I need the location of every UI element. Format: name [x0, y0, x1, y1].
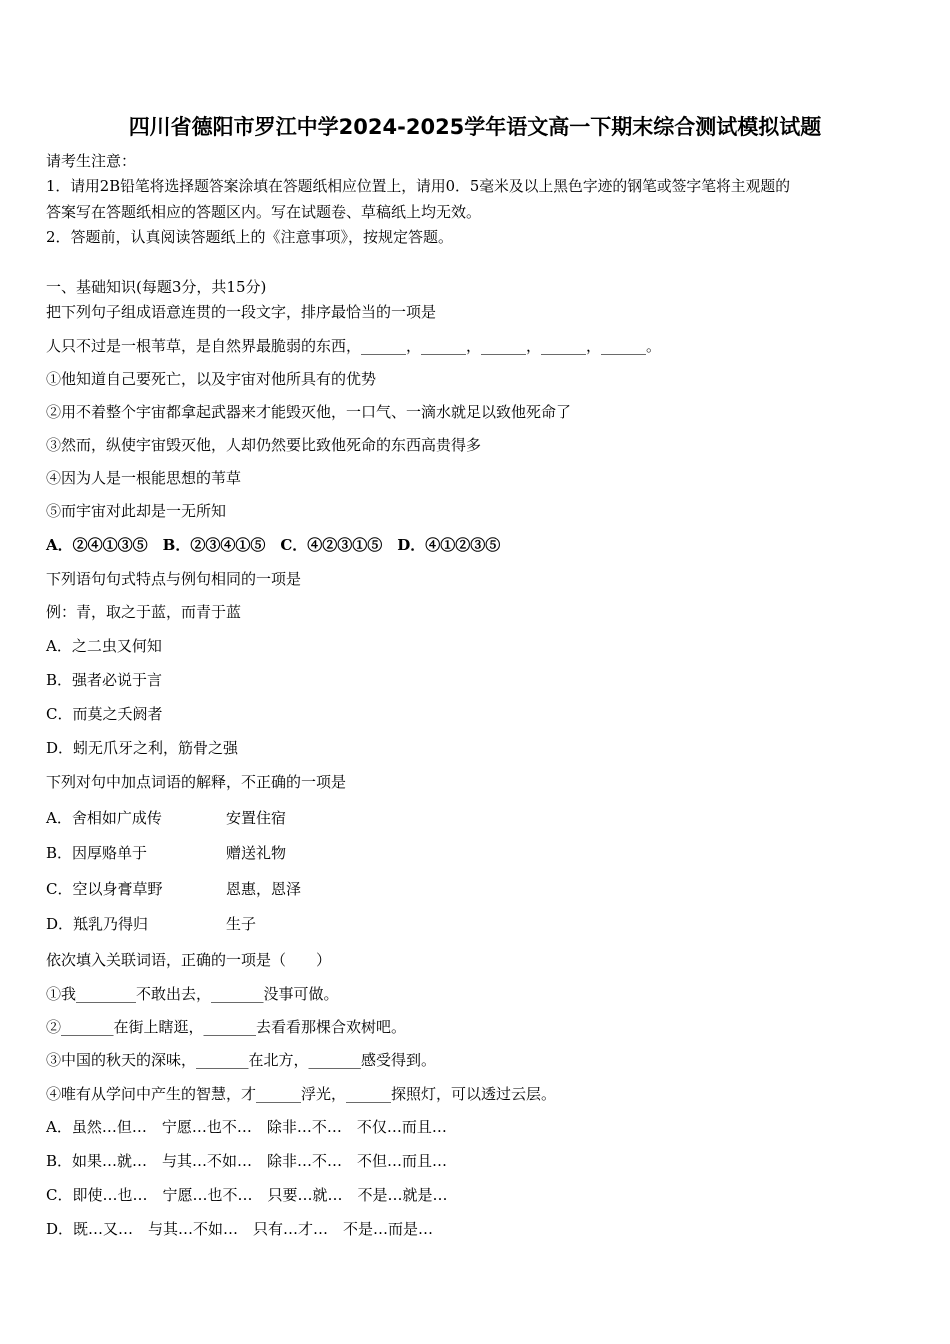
notice-line-2: 答案写在答题纸相应的答题区内。写在试题卷、草稿纸上均无效。: [46, 203, 482, 221]
q4-item-2: ②_______在街上瞎逛，_______去看看那棵合欢树吧。: [46, 1018, 407, 1036]
q3-option-b-text: B．因厚赂单于: [46, 844, 148, 862]
q1-item-2: ②用不着整个宇宙都拿起武器来才能毁灭他，一口气、一滴水就足以致他死命了: [46, 403, 572, 421]
q1-options: A．②④①③⑤ B．②③④①⑤ C．④②③①⑤ D．④①②③⑤: [46, 536, 501, 554]
q4-option-c: C．即使…也… 宁愿…也不… 只要…就… 不是…就是…: [46, 1186, 448, 1204]
q2-option-c: C．而莫之夭阏者: [46, 705, 163, 723]
q4-option-b: B．如果…就… 与其…不如… 除非…不… 不但…而且…: [46, 1152, 448, 1170]
notice-heading: 请考生注意：: [46, 152, 137, 170]
q4-stem: 依次填入关联词语，正确的一项是（ ）: [46, 951, 332, 969]
notice-line-1: 1．请用2B铅笔将选择题答案涂填在答题纸相应位置上，请用0．5毫米及以上黑色字迹的钢笔或签字笔将主观题的: [46, 178, 790, 195]
q1-item-1: ①他知道自己要死亡，以及宇宙对他所具有的优势: [46, 370, 377, 388]
q4-item-3: ③中国的秋天的深味，_______在北方，_______感受得到。: [46, 1051, 437, 1069]
q1-item-4: ④因为人是一根能思想的苇草: [46, 469, 242, 487]
q3-option-b-meaning: 赠送礼物: [226, 844, 287, 862]
q1-item-5: ⑤而宇宙对此却是一无所知: [46, 502, 227, 520]
q2-stem: 下列语句句式特点与例句相同的一项是: [46, 570, 302, 588]
q1-item-3: ③然而，纵使宇宙毁灭他，人却仍然要比致他死命的东西高贵得多: [46, 436, 482, 454]
q1-sentence: 人只不过是一根苇草，是自然界最脆弱的东西，______，______，______，______，______。: [46, 337, 662, 355]
q3-stem: 下列对句中加点词语的解释，不正确的一项是: [46, 773, 347, 791]
q2-option-b: B．强者必说于言: [46, 671, 163, 689]
q1-stem: 把下列句子组成语意连贯的一段文字，排序最恰当的一项是: [46, 303, 437, 321]
q2-example: 例：青，取之于蓝，而青于蓝: [46, 603, 242, 621]
q3-option-d-meaning: 生子: [226, 915, 257, 933]
q3-option-a-meaning: 安置住宿: [226, 809, 287, 827]
q3-option-a-text: A．舍相如广成传: [46, 809, 162, 827]
q4-option-a: A．虽然…但… 宁愿…也不… 除非…不… 不仅…而且…: [46, 1118, 447, 1136]
q2-option-d: D．蚓无爪牙之利，筋骨之强: [46, 739, 239, 757]
section-heading: 一、基础知识(每题3分，共15分): [46, 278, 267, 296]
notice-line-3: 2．答题前，认真阅读答题纸上的《注意事项》，按规定答题。: [46, 228, 454, 246]
q2-option-a: A．之二虫又何知: [46, 637, 162, 655]
q3-option-c-text: C．空以身膏草野: [46, 880, 163, 898]
q4-item-4: ④唯有从学问中产生的智慧，才______浮光，______探照灯，可以透过云层。: [46, 1085, 557, 1103]
page-title: 四川省德阳市罗江中学2024-2025学年语文高一下期末综合测试模拟试题: [128, 115, 822, 139]
q4-option-d: D．既…又… 与其…不如… 只有…才… 不是…而是…: [46, 1220, 434, 1238]
q4-item-1: ①我________不敢出去，_______没事可做。: [46, 985, 339, 1003]
q3-option-d-text: D．羝乳乃得归: [46, 915, 149, 933]
q3-option-c-meaning: 恩惠，恩泽: [226, 880, 302, 898]
